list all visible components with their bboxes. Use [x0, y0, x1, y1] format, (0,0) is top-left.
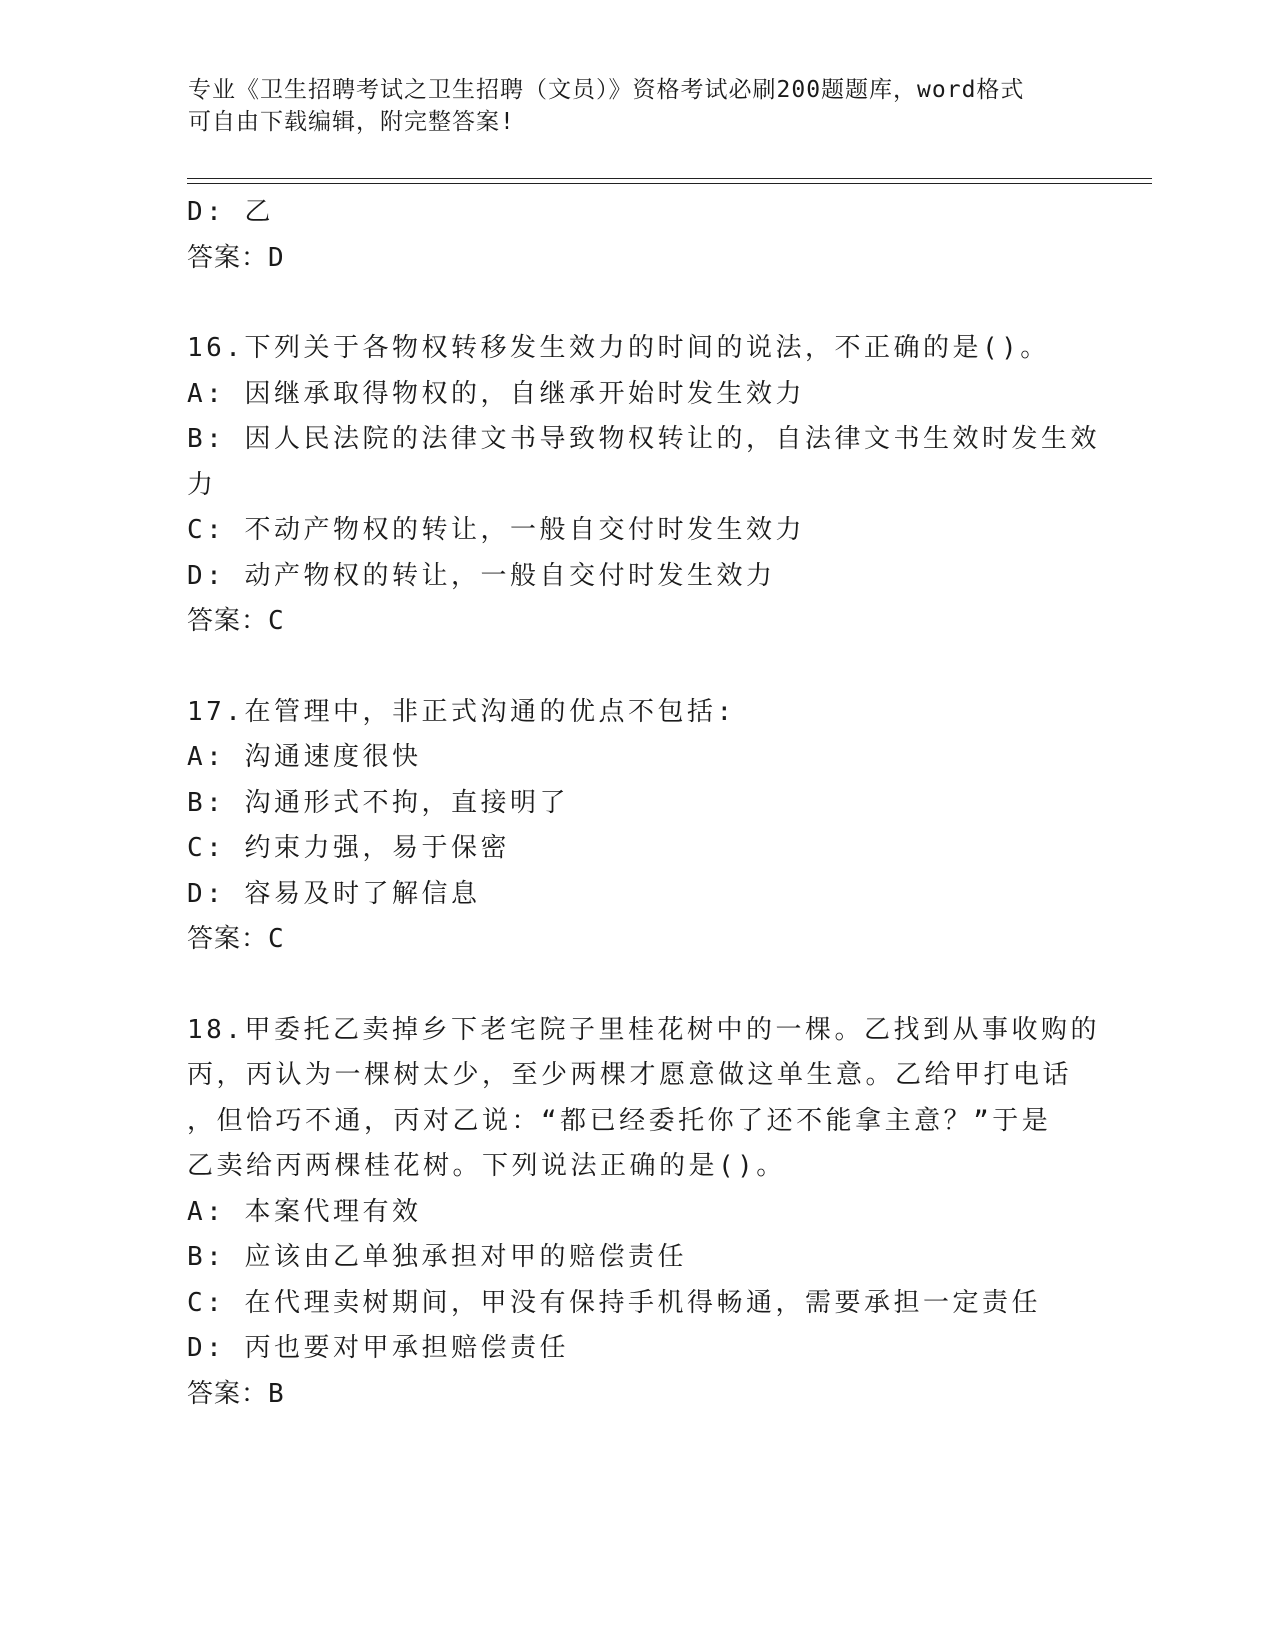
document-header [188, 74, 1068, 138]
question-stem-line-3: ，但恰巧不通，丙对乙说：“都已经委托你了还不能拿主意？”于是 [187, 1105, 1052, 1136]
option-b-continued: 力 [187, 469, 217, 500]
answer-label: 答案： [187, 1378, 269, 1409]
question-stem-line-4: 乙卖给丙两棵桂花树。下列说法正确的是()。 [187, 1151, 786, 1181]
question-18 [187, 1008, 1100, 1418]
header-line-1: 专业《卫生招聘考试之卫生招聘（文员）》资格考试必刷200题题库，word格式 [188, 77, 1025, 103]
answer-label: 答案： [187, 242, 269, 273]
answer-value: B [268, 1378, 285, 1409]
question-stem-line-2: 丙，丙认为一棵树太少，至少两棵才愿意做这单生意。乙给甲打电话 [187, 1060, 1073, 1090]
option-b: B: 沟通形式不拘，直接明了 [187, 787, 569, 818]
answer-value: C [268, 924, 285, 954]
answer-value: D [268, 242, 285, 273]
option-b: B: 应该由乙单独承担对甲的赔偿责任 [187, 1242, 687, 1272]
header-divider-top [187, 178, 1152, 179]
answer [187, 917, 1087, 963]
option-c: C: 不动产物权的转让，一般自交付时发生效力 [187, 515, 805, 545]
answer-value: C [268, 606, 285, 636]
option-a: A: 因继承取得物权的，自继承开始时发生效力 [187, 378, 805, 409]
question-stem: 17.在管理中，非正式沟通的优点不包括: [187, 696, 736, 727]
answer [187, 1372, 1087, 1418]
answer [187, 599, 1087, 645]
option-d: D: 丙也要对甲承担赔偿责任 [187, 1333, 569, 1363]
question-17 [187, 690, 1087, 963]
question-stem-line-1: 18.甲委托乙卖掉乡下老宅院子里桂花树中的一棵。乙找到从事收购的 [187, 1014, 1100, 1045]
question-list [187, 190, 1100, 1417]
option-b: B: 因人民法院的法律文书导致物权转让的，自法律文书生效时发生效 [187, 424, 1100, 454]
prev-answer [187, 236, 1087, 282]
option-d: D: 容易及时了解信息 [187, 878, 481, 909]
header-line-2: 可自由下载编辑，附完整答案! [188, 109, 515, 135]
header-divider-bottom [187, 183, 1152, 184]
question-16 [187, 326, 1100, 645]
question-stem: 16.下列关于各物权转移发生效力的时间的说法，不正确的是()。 [187, 333, 1050, 363]
option-d: D: 动产物权的转让，一般自交付时发生效力 [187, 560, 776, 591]
prev-option-d: D: 乙 [187, 197, 274, 227]
option-c: C: 约束力强，易于保密 [187, 833, 510, 863]
answer-label: 答案： [187, 606, 269, 636]
option-c: C: 在代理卖树期间，甲没有保持手机得畅通，需要承担一定责任 [187, 1287, 1041, 1318]
option-a: A: 沟通速度很快 [187, 742, 422, 772]
option-a: A: 本案代理有效 [187, 1196, 422, 1227]
answer-label: 答案： [187, 924, 269, 954]
